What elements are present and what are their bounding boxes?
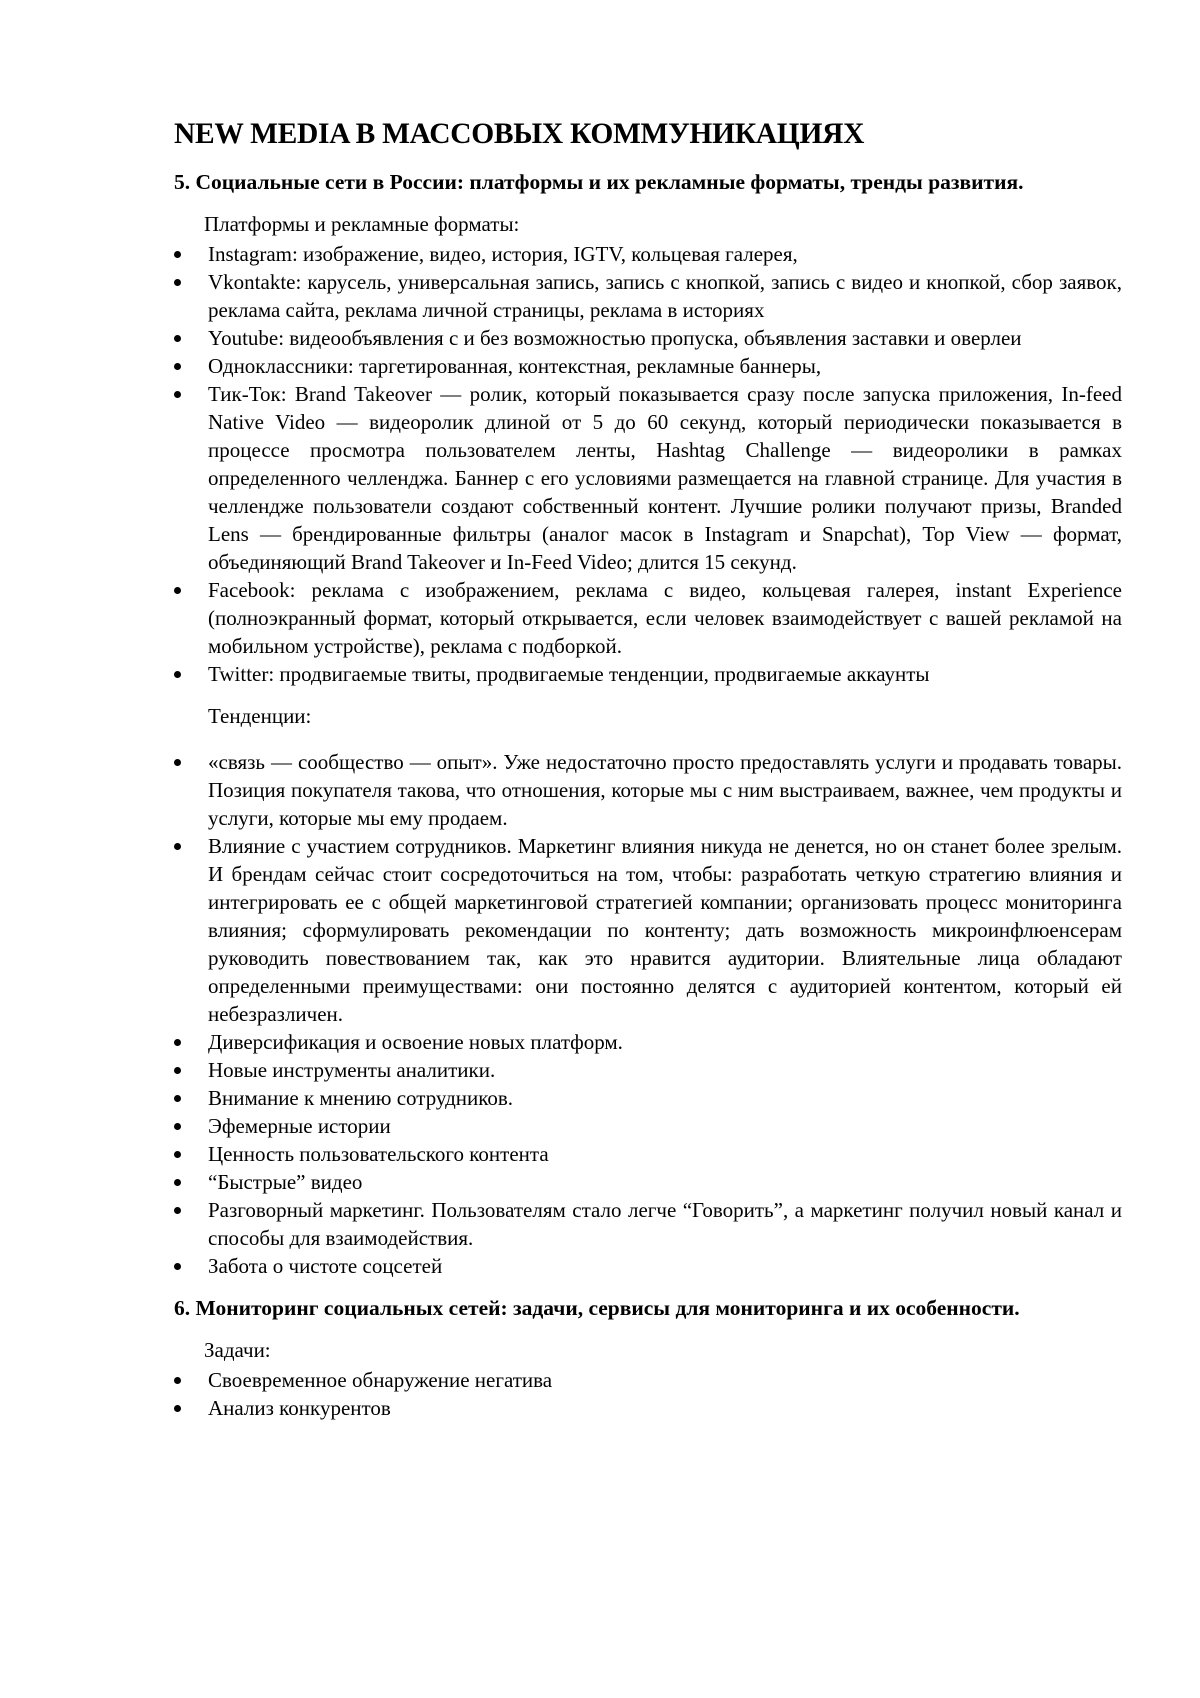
list-item [174, 240, 1122, 268]
list-item [174, 660, 1122, 688]
bullet-icon [174, 1123, 181, 1130]
bullet-icon [174, 1377, 181, 1384]
list-item-text: Анализ конкурентов [208, 1396, 391, 1420]
section-5-heading: 5. Социальные сети в России: платформы и их рекламные форматы, тренды развития. [174, 170, 1024, 194]
list-item-text: Vkontakte: карусель, универсальная запись, запись с кнопкой, запись с видео и кнопкой, сбор заявок, реклама сайта, реклама личной страницы, реклама в историях [208, 270, 1122, 322]
trends-lead: Тенденции: [208, 704, 312, 728]
spacer [174, 1280, 1122, 1294]
list-item [174, 1394, 1122, 1422]
list-item-text: Одноклассники: таргетированная, контекстная, рекламные баннеры, [208, 354, 822, 378]
list-item-text: «связь — сообщество — опыт». Уже недостаточно просто предоставлять услуги и продавать товары. Позиция покупателя такова, что отношения, которые мы с ним выстраиваем, важнее, чем продукты и услуги, которые мы ему продаем. [208, 750, 1122, 830]
bullet-icon [174, 759, 181, 766]
bullet-icon [174, 1039, 181, 1046]
spacer [174, 688, 1122, 702]
list-item [174, 1056, 1122, 1084]
tasks-lead: Задачи: [204, 1338, 271, 1362]
list-item-text: Диверсификация и освоение новых платформ. [208, 1030, 623, 1054]
bullet-icon [174, 1263, 181, 1270]
list-item-text: Эфемерные истории [208, 1114, 391, 1138]
bullet-icon [174, 363, 181, 370]
bullet-icon [174, 1095, 181, 1102]
platforms-list [174, 240, 1122, 688]
section-6-heading: 6. Мониторинг социальных сетей: задачи, сервисы для мониторинга и их особенности. [174, 1296, 1020, 1320]
list-item-text: Своевременное обнаружение негатива [208, 1368, 553, 1392]
list-item [174, 352, 1122, 380]
list-item [174, 748, 1122, 832]
list-item-text: Влияние с участием сотрудников. Маркетинг влияния никуда не денется, но он станет более зрелым. И брендам сейчас стоит сосредоточиться на том, чтобы: разработать четкую стратегию влияния и интегрировать ее с общей маркетинговой стратегией компании; организовать процесс мониторинга влияния; сформулировать рекомендации по контенту; дать возможность микроинфлюенсерам руководить повествованием так, как это нравится аудитории. Влиятельные лица обладают определенными преимуществами: они постоянно делятся с аудиторией контентом, который ей небезразличен. [208, 834, 1122, 1026]
trends-list [174, 748, 1122, 1280]
bullet-icon [174, 279, 181, 286]
list-item-text: Забота о чистоте соцсетей [208, 1254, 443, 1278]
document-content [174, 116, 1122, 1422]
list-item-text: “Быстрые” видео [208, 1170, 363, 1194]
bullet-icon [174, 587, 181, 594]
list-item-text: Twitter: продвигаемые твиты, продвигаемые тенденции, продвигаемые аккаунты [208, 662, 930, 686]
list-item [174, 1252, 1122, 1280]
list-item [174, 1168, 1122, 1196]
list-item [174, 1366, 1122, 1394]
bullet-icon [174, 671, 181, 678]
bullet-icon [174, 1067, 181, 1074]
bullet-icon [174, 843, 181, 850]
list-item [174, 324, 1122, 352]
list-item [174, 1028, 1122, 1056]
bullet-icon [174, 1151, 181, 1158]
platforms-lead: Платформы и рекламные форматы: [204, 212, 520, 236]
list-item-text: Instagram: изображение, видео, история, IGTV, кольцевая галерея, [208, 242, 798, 266]
list-item [174, 576, 1122, 660]
list-item [174, 268, 1122, 324]
list-item [174, 380, 1122, 576]
list-item [174, 1140, 1122, 1168]
list-item-text: Тик-Ток: Brand Takeover — ролик, который показывается сразу после запуска приложения, In-feed Native Video — видеоролик длиной от 5 до 60 секунд, который периодически показывается в процессе просмотра пользователем ленты, Hashtag Challenge — видеоролики в рамках определенного челленджа. Баннер с его условиями размещается на главной странице. Для участия в челлендже пользователи создают собственный контент. Лучшие ролики получают призы, Branded Lens — брендированные фильтры (аналог масок в Instagram и Snapchat), Top View — формат, объединяющий Brand Takeover и In-Feed Video; длится 15 секунд. [208, 382, 1122, 574]
bullet-icon [174, 1179, 181, 1186]
bullet-icon [174, 1405, 181, 1412]
list-item [174, 832, 1122, 1028]
list-item [174, 1084, 1122, 1112]
document-title: NEW MEDIA В МАССОВЫХ КОММУНИКАЦИЯХ [174, 118, 865, 150]
list-item [174, 1112, 1122, 1140]
bullet-icon [174, 1207, 181, 1214]
bullet-icon [174, 335, 181, 342]
list-item-text: Facebook: реклама с изображением, реклама с видео, кольцевая галерея, instant Experience (полноэкранный формат, который открывается, если человек взаимодействует с вашей рекламой на мобильном устройстве), реклама с подборкой. [208, 578, 1122, 658]
list-item-text: Разговорный маркетинг. Пользователям стало легче “Говорить”, а маркетинг получил новый канал и способы для взаимодействия. [208, 1198, 1122, 1250]
list-item-text: Youtube: видеообъявления с и без возможностью пропуска, объявления заставки и оверлеи [208, 326, 1022, 350]
list-item [174, 1196, 1122, 1252]
tasks-list [174, 1366, 1122, 1422]
bullet-icon [174, 251, 181, 258]
list-item-text: Внимание к мнению сотрудников. [208, 1086, 514, 1110]
list-item-text: Ценность пользовательского контента [208, 1142, 549, 1166]
list-item-text: Новые инструменты аналитики. [208, 1058, 496, 1082]
spacer [174, 732, 1122, 748]
bullet-icon [174, 391, 181, 398]
